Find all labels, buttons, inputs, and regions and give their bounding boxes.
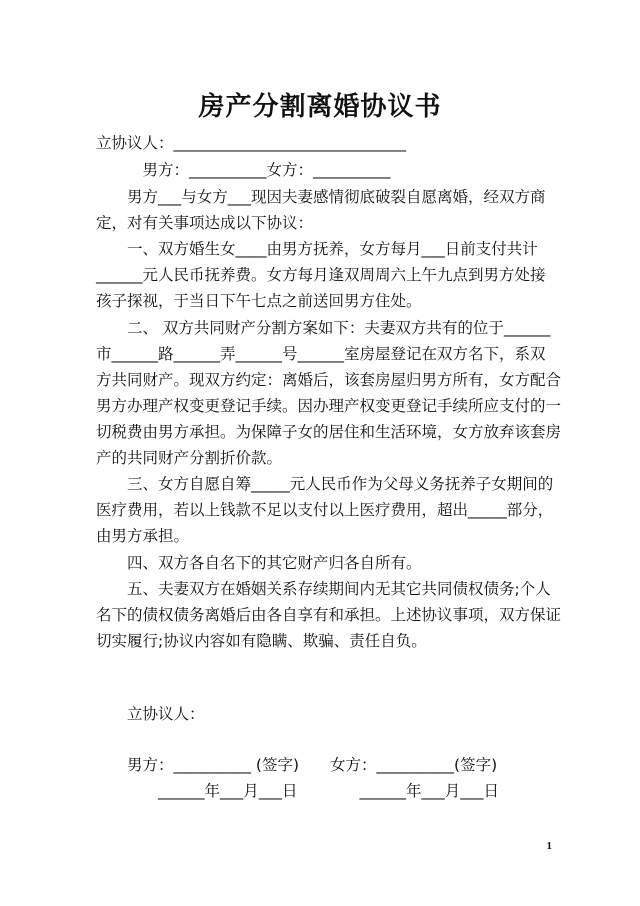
text-line: 名下的债权债务离婚后由各自享有和承担。上述协议事项，双方保证 <box>96 606 562 624</box>
text-line: 切实履行;协议内容如有隐瞒、欺骗、责任自负。 <box>96 632 427 650</box>
text-line: ______元人民币抚养费。女方每月逢双周周六上午九点到男方处接 <box>96 266 546 284</box>
text-line: 立协议人：______________________________ <box>96 134 407 152</box>
text-line: 孩子探视，于当日下午七点之前送回男方住处。 <box>96 292 422 310</box>
text-line: 切税费由男方承担。为保障子女的居住和生活环境，女方放弃该套房 <box>96 423 562 441</box>
text-line: 由男方承担。 <box>96 527 190 545</box>
signature-dates: ______年___月___日 ______年___月___日 <box>96 782 500 800</box>
text-line: 一、双方婚生女____由男方抚养，女方每月___日前支付共计 <box>96 240 538 258</box>
text-line: 产的共同财产分割折价款。 <box>96 449 283 467</box>
text-line: 四、双方各自名下的其它财产归各自所有。 <box>96 554 422 572</box>
text-line: 五、夫妻双方在婚姻关系存续期间内无其它共同债权债务;个人 <box>96 580 551 598</box>
page-number: 1 <box>546 840 552 852</box>
document-title: 房产分割离婚协议书 <box>198 92 442 122</box>
text-line: 男方___与女方___现因夫妻感情彻底破裂自愿离婚，经双方商 <box>96 188 546 206</box>
text-line: 市______路______弄______号______室房屋登记在双方名下，系双 <box>96 345 546 363</box>
text-line: 方共同财产。现双方约定：离婚后，该套房屋归男方所有，女方配合 <box>96 371 562 389</box>
text-line: 医疗费用，若以上钱款不足以支付以上医疗费用，超出_____部分， <box>96 501 554 519</box>
signature-parties: 男方：__________ (签字) 女方：__________(签字) <box>96 756 498 774</box>
text-line: 二、 双方共同财产分割方案如下：夫妻双方共有的位于______ <box>96 319 551 337</box>
text-line: 男方：__________女方：__________ <box>96 161 391 179</box>
signature-label: 立协议人： <box>96 705 205 723</box>
text-line: 三、女方自愿自筹_____元人民币作为父母义务抚养子女期间的 <box>96 475 554 493</box>
text-line: 定，对有关事项达成以下协议： <box>96 214 314 232</box>
text-line: 男方办理产权变更登记手续。因办理产权变更登记手续所应支付的一 <box>96 397 562 415</box>
